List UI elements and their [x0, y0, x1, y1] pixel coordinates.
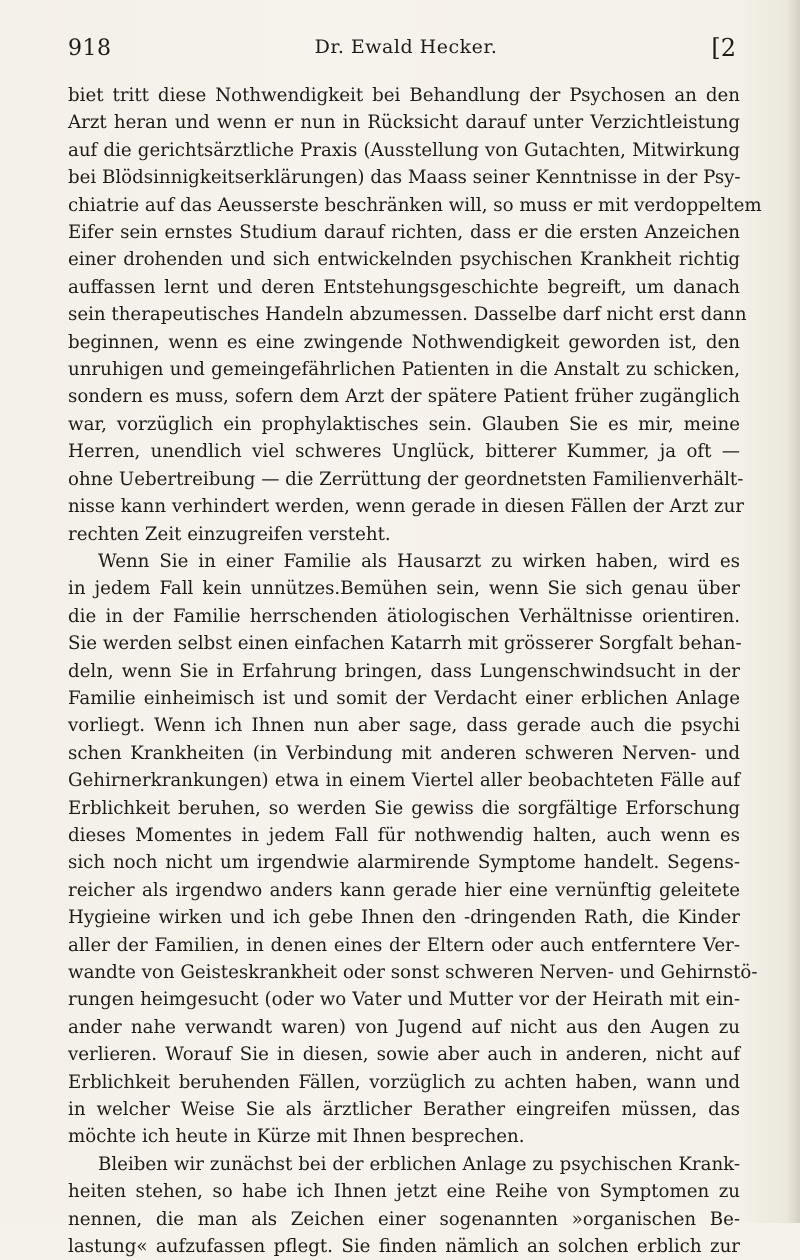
text-line: biet tritt diese Nothwendigkeit bei Behandlung der Psychosen an den: [68, 85, 740, 106]
text-line: sich noch nicht um irgendwie alarmirende Symptome handelt. Segens-: [68, 852, 740, 874]
page-edge-shadow: [786, 0, 800, 1223]
text-line: nisse kann verhindert werden, wenn gerade in diesen Fällen der Arzt zur: [68, 496, 744, 518]
text-line: Erblichkeit beruhenden Fällen, vorzüglich zu achten haben, wann und: [68, 1071, 740, 1093]
text-line: Gehirnerkrankungen) etwa in einem Viertel aller beobachteten Fälle auf: [68, 770, 740, 792]
text-line: schen Krankheiten (in Verbindung mit anderen schweren Nerven- und: [68, 742, 740, 764]
text-line: in welcher Weise Sie als ärztlicher Berather eingreifen müssen, das: [68, 1099, 740, 1121]
text-line: beginnen, wenn es eine zwingende Nothwendigkeit geworden ist, den: [68, 331, 740, 353]
text-line: dieses Momentes in jedem Fall für nothwendig halten, auch wenn es: [68, 824, 740, 846]
text-line: einer drohenden und sich entwickelnden psychischen Krankheit richtig: [68, 249, 740, 271]
text-line: bei Blödsinnigkeitserklärungen) das Maass seiner Kenntnisse in der Psy-: [68, 167, 741, 189]
text-line: heiten stehen, so habe ich Ihnen jetzt eine Reihe von Symptomen zu: [68, 1181, 740, 1203]
text-line: Herren, unendlich viel schweres Unglück, bitterer Kummer, ja oft —: [68, 441, 740, 463]
text-line: deln, wenn Sie in Erfahrung bringen, dass Lungenschwindsucht in der: [68, 660, 740, 682]
text-line: reicher als irgendwo anders kann gerade hier eine vernünftig geleitete: [68, 879, 740, 901]
header-section-mark: [2: [711, 34, 736, 62]
page-number: 918: [68, 36, 112, 61]
text-line: auffassen lernt und deren Entstehungsgeschichte begreift, um danach: [68, 276, 740, 298]
running-head: [68, 36, 744, 76]
text-line: Familie einheimisch ist und somit der Verdacht einer erblichen Anlage: [68, 687, 740, 709]
text-line: unruhigen und gemeingefährlichen Patienten in die Anstalt zu schicken,: [68, 359, 740, 381]
text-line: rechten Zeit einzugreifen versteht.: [68, 523, 391, 545]
text-line: Bleiben wir zunächst bei der erblichen Anlage zu psychischen Krank-: [98, 1153, 740, 1175]
text-line: Erblichkeit beruhen, so werden Sie gewiss die sorgfältige Erforschung: [68, 797, 740, 819]
text-line: rungen heimgesucht (oder wo Vater und Mutter vor der Heirath mit ein-: [68, 989, 740, 1011]
text-line: möchte ich heute in Kürze mit Ihnen besprechen.: [68, 1126, 525, 1148]
text-line: Hygieine wirken und ich gebe Ihnen den -dringenden Rath, die Kinder: [68, 907, 740, 929]
header-author: Dr. Ewald Hecker.: [314, 36, 498, 58]
text-line: chiatrie auf das Aeusserste beschränken will, so muss er mit verdoppeltem: [68, 194, 762, 216]
text-line: Sie werden selbst einen einfachen Katarrh mit grösserer Sorgfalt behan-: [68, 633, 742, 655]
text-line: ander nahe verwandt waren) von Jugend auf nicht aus den Augen zu: [68, 1016, 740, 1038]
text-line: Wenn Sie in einer Familie als Hausarzt zu wirken haben, wird es: [98, 550, 740, 572]
text-line: war, vorzüglich ein prophylaktisches sein. Glauben Sie es mir, meine: [68, 413, 740, 435]
text-line: ohne Uebertreibung — die Zerrüttung der geordnetsten Familienverhält-: [68, 468, 744, 490]
text-line: Arzt heran und wenn er nun in Rücksicht darauf unter Verzichtleistung: [68, 112, 740, 134]
text-line: sondern es muss, sofern dem Arzt der spätere Patient früher zugänglich: [68, 386, 740, 408]
text-line: nennen, die man als Zeichen einer sogenannten »organischen Be-: [68, 1208, 740, 1230]
text-line: wandte von Geisteskrankheit oder sonst schweren Nerven- und Gehirnstö-: [68, 962, 758, 983]
body-text: [68, 82, 762, 1260]
text-line: sein therapeutisches Handeln abzumessen. Dasselbe darf nicht erst dann: [68, 304, 747, 326]
text-line: lastung« aufzufassen pflegt. Sie finden nämlich an solchen erblich zur: [68, 1236, 740, 1258]
text-line: verlieren. Worauf Sie in diesen, sowie aber auch in anderen, nicht auf: [68, 1044, 740, 1066]
text-line: aller der Familien, in denen eines der Eltern oder auch entferntere Ver-: [68, 934, 740, 956]
text-line: auf die gerichtsärztliche Praxis (Ausstellung von Gutachten, Mitwirkung: [68, 139, 740, 161]
text-line: in jedem Fall kein unnützes.Bemühen sein, wenn Sie sich genau über: [68, 578, 740, 600]
text-line: vorliegt. Wenn ich Ihnen nun aber sage, dass gerade auch die psychi: [68, 715, 740, 737]
text-line: Eifer sein ernstes Studium darauf richten, dass er die ersten Anzeichen: [68, 222, 740, 244]
text-line: die in der Familie herrschenden ätiologischen Verhältnisse orientiren.: [68, 605, 740, 627]
